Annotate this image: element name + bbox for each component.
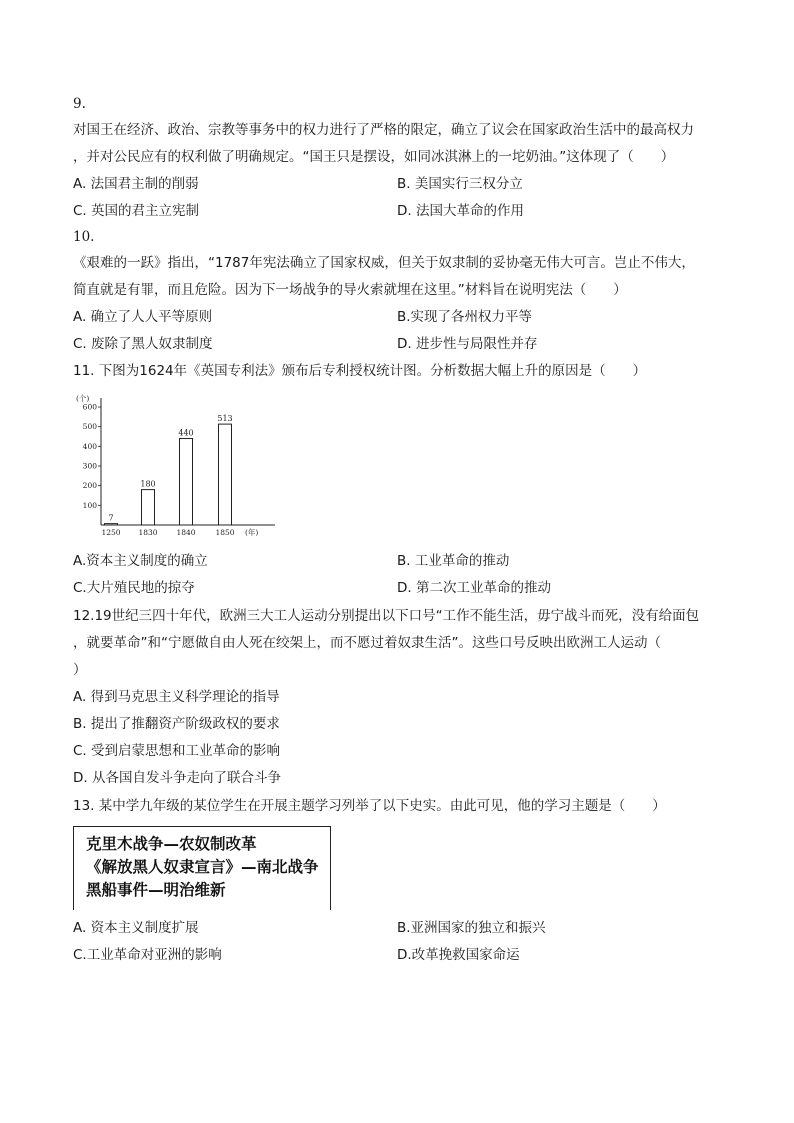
- q9-option-a: A. 法国君主制的削弱: [73, 176, 199, 192]
- q12-option-d: D. 从各国自发斗争走向了联合斗争: [73, 770, 281, 786]
- q13-option-d: D.改革挽救国家命运: [397, 947, 520, 963]
- chart-bar: [219, 424, 232, 525]
- patent-bar-chart: [73, 390, 283, 540]
- q10-stem-line2: 简直就是有罪，而且危险。因为下一场战争的导火索就埋在这里。”材料旨在说明宪法（ ）: [73, 282, 627, 298]
- q13-box-line: 克里木战争—农奴制改革: [86, 835, 257, 853]
- q10-option-d: D. 进步性与局限性并存: [397, 336, 538, 352]
- q11-option-c: C.大片殖民地的掠夺: [73, 580, 195, 596]
- q13-option-c: C.工业革命对亚洲的影响: [73, 947, 222, 963]
- q11-option-a: A.资本主义制度的确立: [73, 553, 208, 569]
- chart-x-tick-label: 1830: [138, 528, 158, 537]
- q10-stem-line1: 《艰难的一跃》指出，“1787年宪法确立了国家权威，但关于奴隶制的妥协毫无伟大可言。岂止不伟大，: [73, 255, 695, 271]
- q12-option-c: C. 受到启蒙思想和工业革命的影响: [73, 743, 281, 759]
- q13-material-box: [73, 826, 331, 910]
- chart-x-tick-label: 1250: [101, 528, 121, 537]
- q9-option-c: C. 英国的君主立宪制: [73, 203, 200, 219]
- q12-option-b: B. 提出了推翻资产阶级政权的要求: [73, 716, 280, 732]
- q10-option-a: A. 确立了人人平等原则: [73, 309, 213, 325]
- chart-bar-value-label: 513: [217, 414, 233, 424]
- q12-stem-line3: ）: [73, 662, 87, 678]
- q9-number: 9.: [73, 96, 86, 112]
- q12-stem-line2: ，就要革命”和“宁愿做自由人死在绞架上，而不愿过着奴隶生活”。这些口号反映出欧洲工人运动（: [73, 635, 661, 651]
- chart-y-tick-label: 400: [82, 441, 97, 451]
- chart-bar-value-label: 180: [140, 479, 156, 489]
- chart-bar-value-label: 7: [108, 513, 114, 523]
- q12-stem-line1: 12.19世纪三四十年代，欧洲三大工人运动分别提出以下口号“工作不能生活，毋宁战斗而死，没有给面包: [73, 608, 700, 624]
- chart-bar-value-label: 440: [178, 428, 194, 438]
- q10-option-c: C. 废除了黑人奴隶制度: [73, 336, 213, 352]
- q10-option-b: B.实现了各州权力平等: [397, 309, 533, 325]
- chart-y-tick-label: 200: [82, 481, 97, 491]
- q9-option-d: D. 法国大革命的作用: [397, 203, 524, 219]
- chart-y-tick-label: 600: [82, 402, 97, 412]
- chart-y-ticks: [83, 403, 101, 510]
- q13-option-a: A. 资本主义制度扩展: [73, 920, 199, 936]
- q11-option-b: B. 工业革命的推动: [397, 553, 510, 569]
- q10-number: 10.: [73, 229, 95, 245]
- q12-option-a: A. 得到马克思主义科学理论的指导: [73, 689, 280, 705]
- q13-box-line: 《解放黑人奴隶宣言》—南北战争: [86, 858, 319, 876]
- chart-y-tick-label: 100: [82, 500, 97, 510]
- chart-x-tick-label: 1840: [176, 528, 196, 537]
- q13-box-line: 黑船事件—明治维新: [86, 881, 226, 899]
- chart-bar: [105, 524, 118, 525]
- q11-option-d: D. 第二次工业革命的推动: [397, 580, 551, 596]
- q13-option-b: B.亚洲国家的独立和振兴: [397, 920, 546, 936]
- q13-stem: 13. 某中学九年级的某位学生在开展主题学习列举了以下史实。由此可见，他的学习主题是（ ）: [73, 798, 666, 814]
- chart-x-unit-label: (年): [245, 528, 259, 537]
- q11-stem: 11. 下图为1624年《英国专利法》颁布后专利授权统计图。分析数据大幅上升的原因是（ ）: [73, 363, 647, 379]
- chart-bar: [180, 438, 193, 525]
- q9-stem-line1: 对国王在经济、政治、宗教等事务中的权力进行了严格的限定，确立了议会在国家政治生活中的最高权力: [73, 122, 694, 138]
- q9-stem-line2: ，并对公民应有的权利做了明确规定。“国王只是摆设，如同冰淇淋上的一坨奶油。”这体现了（ ）: [73, 149, 675, 165]
- chart-bar: [142, 490, 155, 525]
- chart-x-tick-label: 1850: [215, 528, 235, 537]
- q9-option-b: B. 美国实行三权分立: [397, 176, 523, 192]
- chart-y-tick-label: 500: [82, 422, 97, 432]
- chart-bars: [105, 424, 232, 525]
- chart-y-tick-label: 300: [82, 461, 97, 471]
- chart-y-unit-label: (个): [76, 394, 90, 403]
